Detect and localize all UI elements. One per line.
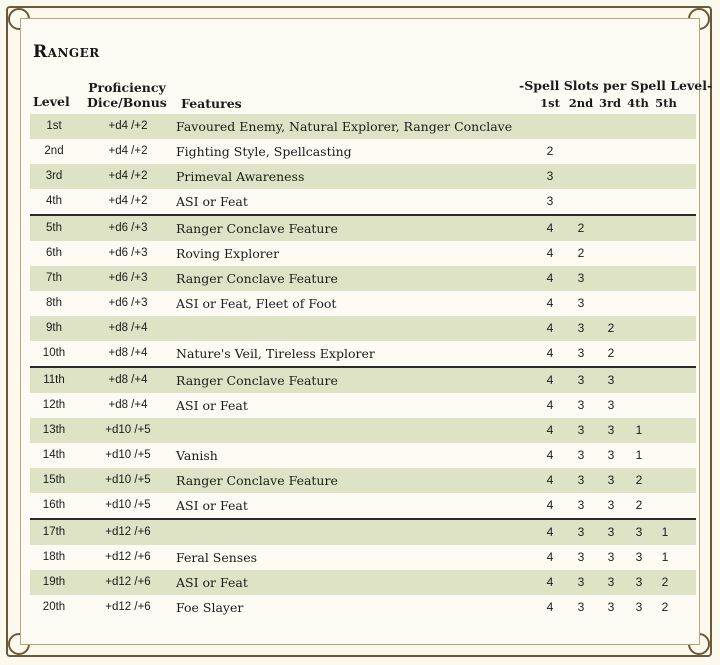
spell-slot-cell: 4: [546, 423, 554, 437]
proficiency-cell: +d4 /+2: [108, 145, 148, 157]
spell-slot-cell: 4: [546, 346, 554, 360]
spell-slot-cell: [650, 341, 680, 366]
level-cell: 4th: [46, 195, 62, 207]
spell-slot-cell: 1: [661, 550, 669, 564]
page-title: Ranger: [33, 42, 100, 62]
features-cell: ASI or Feat, Fleet of Foot: [176, 296, 337, 311]
features-cell: ASI or Feat: [176, 575, 248, 590]
table-row: [30, 418, 696, 443]
level-cell: 15th: [42, 474, 66, 486]
spell-slot-cell: 3: [577, 423, 585, 437]
spell-slot-cell: 3: [607, 448, 615, 462]
features-cell: Roving Explorer: [176, 246, 280, 261]
spell-slot-cell: 2: [635, 473, 643, 487]
spell-slot-cell: [596, 241, 626, 266]
level-cell: 18th: [42, 551, 66, 563]
proficiency-cell: +d10 /+5: [105, 424, 151, 436]
spell-slot-cell: [650, 164, 680, 189]
features-cell: Ranger Conclave Feature: [176, 271, 338, 286]
ranger-level-table: [30, 114, 696, 620]
table-row: [30, 139, 696, 164]
slot-header-2nd: 2nd: [568, 96, 594, 110]
spell-slot-cell: 2: [661, 600, 669, 614]
proficiency-cell: +d8 /+4: [108, 322, 148, 334]
spell-slot-cell: [566, 114, 596, 139]
level-cell: 10th: [42, 347, 66, 359]
level-cell: 17th: [42, 526, 66, 538]
spell-slot-cell: 1: [635, 448, 643, 462]
spell-slot-cell: 4: [546, 498, 554, 512]
spell-slot-cell: [566, 139, 596, 164]
level-cell: 9th: [46, 322, 62, 334]
spell-slot-cell: [650, 368, 680, 393]
spell-slot-cell: 3: [607, 398, 615, 412]
level-cell: 6th: [46, 247, 62, 259]
table-row: [30, 443, 696, 468]
header-level: Level: [33, 94, 70, 109]
spell-slot-cell: 3: [607, 373, 615, 387]
slot-header-5th: 5th: [655, 96, 677, 110]
spell-slot-cell: 2: [577, 221, 585, 235]
spell-slot-cell: 4: [546, 550, 554, 564]
spell-slot-cell: [650, 216, 680, 241]
spell-slot-cell: [596, 114, 626, 139]
proficiency-cell: +d6 /+3: [108, 272, 148, 284]
spell-slot-cell: 2: [635, 498, 643, 512]
spell-slot-cell: 3: [635, 525, 643, 539]
spell-slot-cell: 3: [635, 550, 643, 564]
spell-slot-cell: [650, 393, 680, 418]
spell-slot-cell: [596, 216, 626, 241]
proficiency-cell: +d4 /+2: [108, 195, 148, 207]
table-row: [30, 518, 696, 545]
header-spell-slots: -Spell Slots per Spell Level-: [519, 78, 713, 93]
level-cell: 7th: [46, 272, 62, 284]
features-cell: Vanish: [176, 448, 218, 463]
spell-slot-cell: [596, 291, 626, 316]
level-cell: 14th: [42, 449, 66, 461]
proficiency-cell: +d8 /+4: [108, 374, 148, 386]
spell-slot-cell: [650, 443, 680, 468]
spell-slot-cell: 2: [577, 246, 585, 260]
spell-slot-cell: 4: [546, 448, 554, 462]
spell-slot-cell: [650, 468, 680, 493]
features-cell: Nature's Veil, Tireless Explorer: [176, 346, 375, 361]
spell-slot-cell: 4: [546, 271, 554, 285]
spell-slot-cell: [596, 139, 626, 164]
spell-slot-cell: 4: [546, 600, 554, 614]
spell-slot-cell: 3: [577, 498, 585, 512]
table-row: [30, 114, 696, 139]
spell-slot-cell: 3: [577, 373, 585, 387]
level-cell: 16th: [42, 499, 66, 511]
features-cell: Fighting Style, Spellcasting: [176, 144, 352, 159]
table-row: [30, 164, 696, 189]
spell-slot-cell: [566, 189, 596, 214]
level-cell: 2nd: [44, 145, 64, 157]
spell-slot-cell: [566, 164, 596, 189]
proficiency-cell: +d4 /+2: [108, 120, 148, 132]
spell-slot-cell: 3: [577, 525, 585, 539]
level-cell: 13th: [42, 424, 66, 436]
slot-header-1st: 1st: [540, 96, 560, 110]
level-cell: 19th: [42, 576, 66, 588]
proficiency-cell: +d10 /+5: [105, 474, 151, 486]
features-cell: Ranger Conclave Feature: [176, 221, 338, 236]
spell-slot-cell: [650, 291, 680, 316]
spell-slot-cell: 2: [546, 144, 554, 158]
table-row: [30, 545, 696, 570]
spell-slot-cell: [650, 493, 680, 518]
proficiency-cell: +d12 /+6: [105, 526, 151, 538]
spell-slot-cell: 4: [546, 321, 554, 335]
level-cell: 5th: [46, 222, 62, 234]
slot-header-4th: 4th: [627, 96, 649, 110]
spell-slot-cell: 3: [577, 346, 585, 360]
spell-slot-cell: [650, 418, 680, 443]
proficiency-cell: +d12 /+6: [105, 576, 151, 588]
proficiency-cell: +d8 /+4: [108, 399, 148, 411]
spell-slot-cell: 3: [546, 194, 554, 208]
features-cell: Ranger Conclave Feature: [176, 473, 338, 488]
spell-slot-cell: 3: [577, 448, 585, 462]
spell-slot-cell: [596, 189, 626, 214]
spell-slot-cell: 3: [607, 423, 615, 437]
spell-slot-cell: 3: [635, 600, 643, 614]
proficiency-cell: +d6 /+3: [108, 297, 148, 309]
spell-slot-cell: 3: [577, 271, 585, 285]
header-proficiency: [87, 80, 167, 110]
features-cell: Foe Slayer: [176, 600, 244, 615]
table-row: [30, 241, 696, 266]
spell-slot-cell: 4: [546, 221, 554, 235]
spell-slot-cell: 4: [546, 473, 554, 487]
spell-slot-cell: 4: [546, 398, 554, 412]
spell-slot-cell: 4: [546, 296, 554, 310]
features-cell: Ranger Conclave Feature: [176, 373, 338, 388]
spell-slot-cell: [650, 139, 680, 164]
spell-slot-cell: [650, 316, 680, 341]
spell-slot-cell: [650, 114, 680, 139]
table-row: [30, 393, 696, 418]
level-cell: 1st: [46, 120, 62, 132]
spell-slot-cell: 2: [661, 575, 669, 589]
table-row: [30, 493, 696, 518]
spell-slot-cell: 4: [546, 575, 554, 589]
proficiency-cell: +d6 /+3: [108, 222, 148, 234]
table-row: [30, 341, 696, 366]
spell-slot-cell: [596, 266, 626, 291]
features-cell: ASI or Feat: [176, 398, 248, 413]
spell-slot-cell: 3: [577, 600, 585, 614]
proficiency-cell: +d8 /+4: [108, 347, 148, 359]
features-cell: Favoured Enemy, Natural Explorer, Ranger Conclave: [176, 119, 513, 134]
proficiency-cell: +d6 /+3: [108, 247, 148, 259]
spell-slot-cell: 1: [635, 423, 643, 437]
spell-slot-cell: 3: [607, 498, 615, 512]
spell-slot-cell: [650, 189, 680, 214]
spell-slot-cell: 3: [607, 473, 615, 487]
proficiency-cell: +d12 /+6: [105, 601, 151, 613]
table-row: [30, 214, 696, 241]
table-row: [30, 366, 696, 393]
spell-slot-cell: 3: [577, 575, 585, 589]
spell-slot-cell: [596, 164, 626, 189]
spell-slot-cell: 3: [546, 169, 554, 183]
table-row: [30, 189, 696, 214]
table-row: [30, 595, 696, 620]
slot-header-3rd: 3rd: [598, 96, 622, 110]
spell-slot-cell: 3: [577, 550, 585, 564]
level-cell: 8th: [46, 297, 62, 309]
spell-slot-cell: 3: [635, 575, 643, 589]
spell-slot-cell: [650, 266, 680, 291]
spell-slot-cell: 4: [546, 373, 554, 387]
level-cell: 11th: [43, 374, 65, 386]
spell-slot-cell: [650, 241, 680, 266]
spell-slot-cell: 1: [661, 525, 669, 539]
proficiency-cell: +d4 /+2: [108, 170, 148, 182]
proficiency-cell: +d10 /+5: [105, 499, 151, 511]
features-cell: ASI or Feat: [176, 498, 248, 513]
spell-slot-cell: 2: [607, 346, 615, 360]
table-row: [30, 468, 696, 493]
spell-slot-cell: 3: [577, 473, 585, 487]
spell-slot-cell: 3: [607, 575, 615, 589]
spell-slot-cell: 3: [577, 296, 585, 310]
table-row: [30, 266, 696, 291]
table-row: [30, 291, 696, 316]
spell-slot-cell: 4: [546, 525, 554, 539]
features-cell: ASI or Feat: [176, 194, 248, 209]
header-proficiency-line2: Dice/Bonus: [87, 95, 167, 110]
features-cell: Primeval Awareness: [176, 169, 305, 184]
spell-slot-cell: 2: [607, 321, 615, 335]
spell-slot-cell: 3: [607, 525, 615, 539]
features-cell: Feral Senses: [176, 550, 258, 565]
spell-slot-cell: [535, 114, 565, 139]
level-cell: 20th: [42, 601, 66, 613]
level-cell: 3rd: [45, 170, 63, 182]
table-row: [30, 316, 696, 341]
level-cell: 12th: [42, 399, 66, 411]
proficiency-cell: +d10 /+5: [105, 449, 151, 461]
header-proficiency-line1: Proficiency: [88, 80, 166, 95]
spell-slot-cell: 3: [607, 600, 615, 614]
spell-slot-cell: 3: [577, 398, 585, 412]
header-features: Features: [181, 96, 242, 111]
table-row: [30, 570, 696, 595]
proficiency-cell: +d12 /+6: [105, 551, 151, 563]
spell-slot-cell: 3: [577, 321, 585, 335]
spell-slot-cell: 4: [546, 246, 554, 260]
spell-slot-cell: 3: [607, 550, 615, 564]
